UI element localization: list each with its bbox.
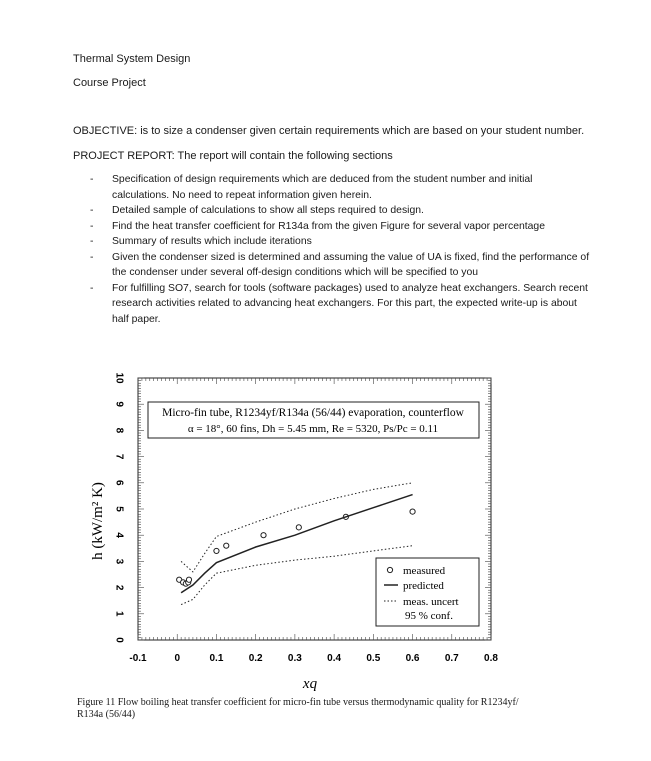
x-tick-label: 0.4 (327, 653, 342, 664)
figure-caption: Figure 11 Flow boiling heat transfer coefficient for micro-fin tube versus thermodynamic quality for R1234yf/ R134a (56/44) (77, 697, 519, 720)
x-tick-label: 0.6 (405, 653, 420, 664)
x-tick-label: 0.8 (484, 653, 498, 664)
x-tick-label: -0.1 (129, 653, 147, 664)
list-item: - For fulfilling SO7, search for tools (software packages) used to analyze heat exchangers. Search recent research activities related to advancing heat exchangers. For this part, the expected write-up is about half paper. (90, 281, 590, 328)
document-title: Thermal System Design (73, 53, 191, 65)
legend-meas-uncert: meas. uncert (403, 596, 459, 608)
list-item: - Given the condenser sized is determined and assuming the value of UA is fixed, find the performance of the condenser under several off-design conditions which will be specified to you (90, 250, 590, 281)
x-axis-label: xq (302, 676, 318, 692)
measured-point (410, 509, 415, 514)
y-tick-label: 6 (113, 480, 125, 486)
report-intro-paragraph: PROJECT REPORT: The report will contain the following sections (73, 150, 393, 162)
y-tick-label: 1 (113, 611, 125, 617)
y-tick-label: 5 (113, 506, 125, 512)
y-tick-label: 4 (113, 532, 125, 538)
legend-measured-marker (387, 567, 392, 572)
x-tick-label: 0 (174, 653, 181, 664)
chart-title-line1: Micro-fin tube, R1234yf/R134a (56/44) evaporation, counterflow (162, 407, 464, 419)
y-tick-label: 9 (113, 401, 125, 407)
list-item: - Detailed sample of calculations to show all steps required to design. (90, 203, 590, 219)
measured-point (261, 533, 266, 538)
x-tick-label: 0.5 (366, 653, 381, 664)
measured-point (214, 548, 219, 553)
document-subtitle: Course Project (73, 77, 146, 89)
y-tick-label: 10 (113, 372, 125, 384)
x-tick-label: 0.2 (248, 653, 263, 664)
x-tick-label: 0.3 (287, 653, 302, 664)
y-axis-label: h (kW/m² K) (90, 482, 106, 560)
y-tick-labels (113, 372, 124, 643)
legend-measured: measured (403, 565, 446, 577)
measured-point (296, 525, 301, 530)
y-tick-label: 3 (113, 558, 125, 565)
objective-paragraph: OBJECTIVE: is to size a condenser given certain requirements which are based on your student number. (73, 125, 585, 137)
list-item: - Find the heat transfer coefficient for R134a from the given Figure for several vapor percentage (90, 219, 590, 235)
x-tick-label: 0.7 (444, 653, 459, 664)
chart-title-line2: α = 18°, 60 fins, Dh = 5.45 mm, Re = 5320, Ps/Pc = 0.11 (187, 423, 439, 435)
measured-point (224, 543, 229, 548)
y-tick-label: 8 (113, 427, 125, 434)
legend-predicted: predicted (403, 580, 444, 592)
legend-confidence: 95 % conf. (405, 610, 453, 622)
y-tick-label: 0 (113, 637, 125, 643)
y-tick-label: 7 (113, 453, 125, 460)
measured-point (186, 577, 191, 582)
x-tick-labels (129, 653, 498, 664)
y-tick-label: 2 (113, 584, 125, 591)
x-tick-label: 0.1 (209, 653, 224, 664)
list-item: - Specification of design requirements which are deduced from the student number and initial calculations. No need to repeat information given herein. (90, 172, 590, 203)
list-item: - Summary of results which include iterations (90, 234, 590, 250)
